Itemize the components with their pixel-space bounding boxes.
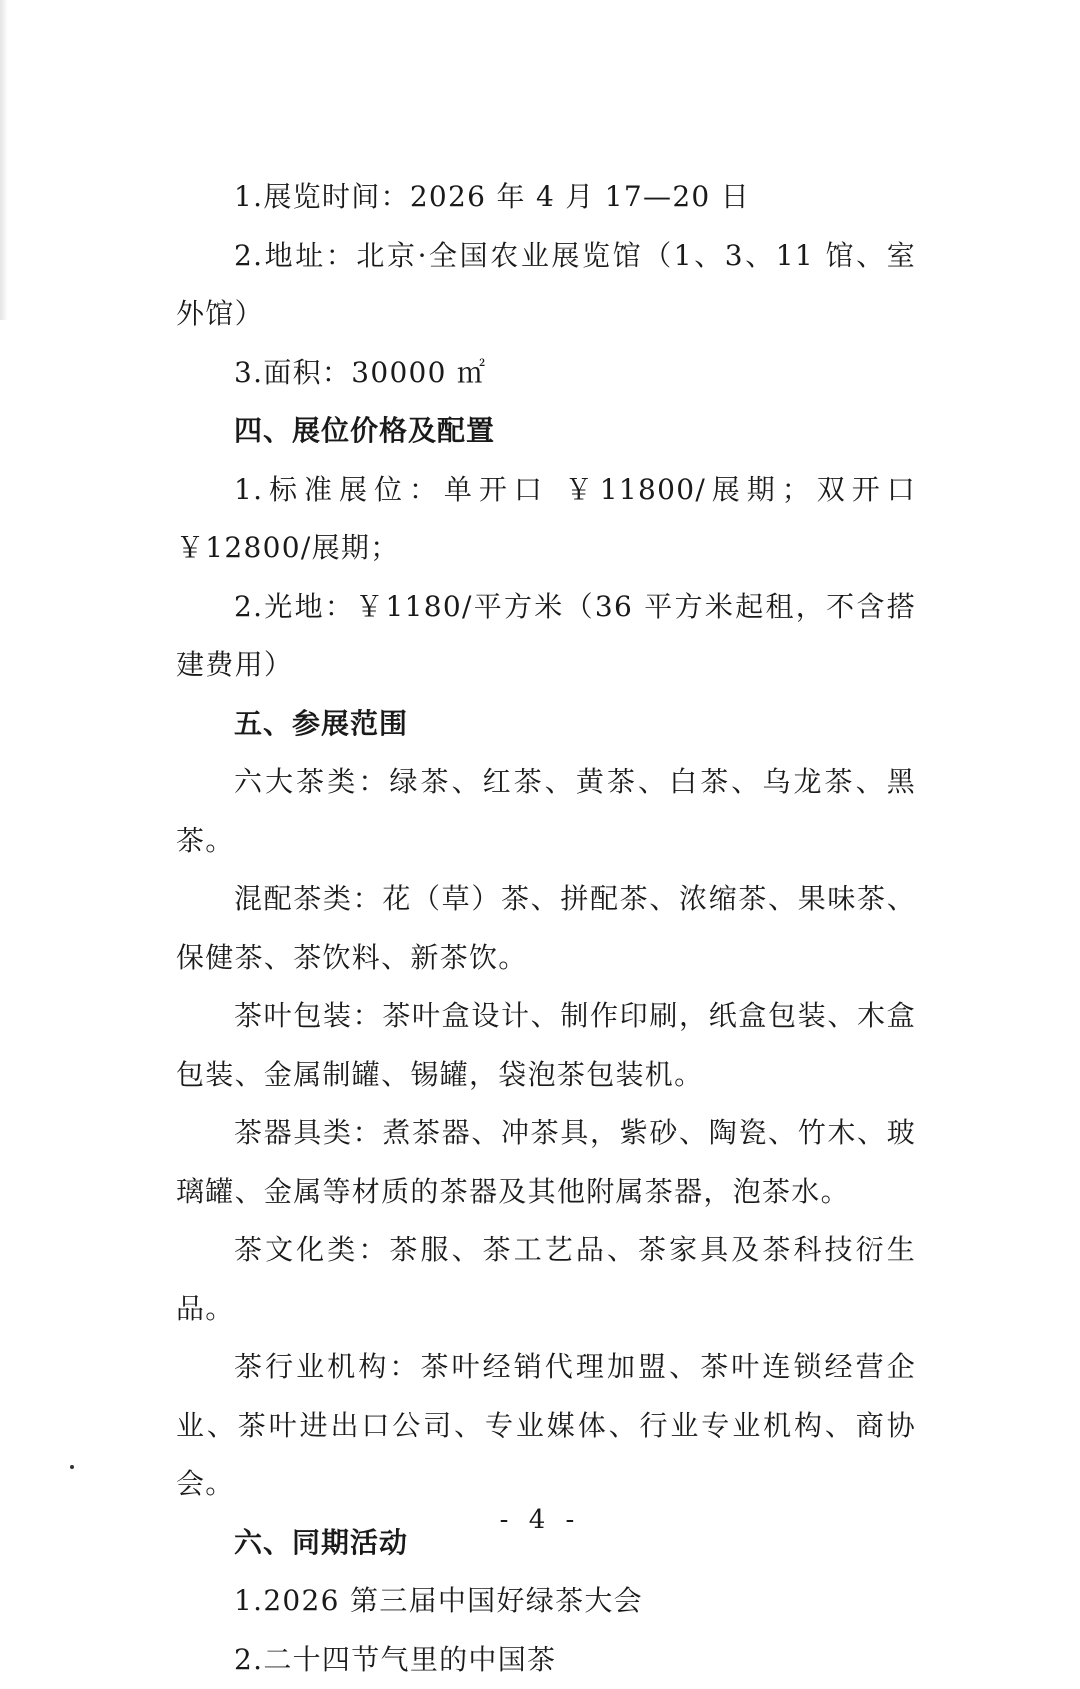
scan-edge-shadow <box>0 0 8 320</box>
exhibition-time: 1.展览时间：2026 年 4 月 17—20 日 <box>176 168 916 227</box>
standard-booth-price: 1.标准展位：单开口 ￥11800/展期；双开口 ￥12800/展期； <box>176 461 916 578</box>
scan-speck <box>70 1465 74 1469</box>
exhibition-area: 3.面积：30000 ㎡ <box>176 344 916 403</box>
scope-tea-institutions: 茶行业机构：茶叶经销代理加盟、茶叶连锁经营企业、茶叶进出口公司、专业媒体、行业专业机构、商协会。 <box>176 1338 916 1514</box>
exhibition-address: 2.地址：北京·全国农业展览馆（1、3、11 馆、室外馆） <box>176 227 916 344</box>
scope-tea-ware: 茶器具类：煮茶器、冲茶具，紫砂、陶瓷、竹木、玻璃罐、金属等材质的茶器及其他附属茶器，泡茶水。 <box>176 1104 916 1221</box>
scope-tea-packaging: 茶叶包装：茶叶盒设计、制作印刷，纸盒包装、木盒包装、金属制罐、锡罐，袋泡茶包装机。 <box>176 987 916 1104</box>
event-solar-terms-tea: 2.二十四节气里的中国茶 <box>176 1631 916 1689</box>
section-heading-exhibit-scope: 五、参展范围 <box>176 695 916 754</box>
document-body <box>176 168 916 1689</box>
page-number: - 4 - <box>0 1500 1080 1540</box>
section-heading-concurrent-events: 六、同期活动 <box>176 1514 916 1573</box>
raw-space-price: 2.光地：￥1180/平方米（36 平方米起租，不含搭建费用） <box>176 578 916 695</box>
scope-tea-culture: 茶文化类：茶服、茶工艺品、茶家具及茶科技衍生品。 <box>176 1221 916 1338</box>
scope-six-tea-types: 六大茶类：绿茶、红茶、黄茶、白茶、乌龙茶、黑茶。 <box>176 753 916 870</box>
scope-blended-tea: 混配茶类：花（草）茶、拼配茶、浓缩茶、果味茶、保健茶、茶饮料、新茶饮。 <box>176 870 916 987</box>
section-heading-booth-price: 四、展位价格及配置 <box>176 402 916 461</box>
event-green-tea-conference: 1.2026 第三届中国好绿茶大会 <box>176 1572 916 1631</box>
